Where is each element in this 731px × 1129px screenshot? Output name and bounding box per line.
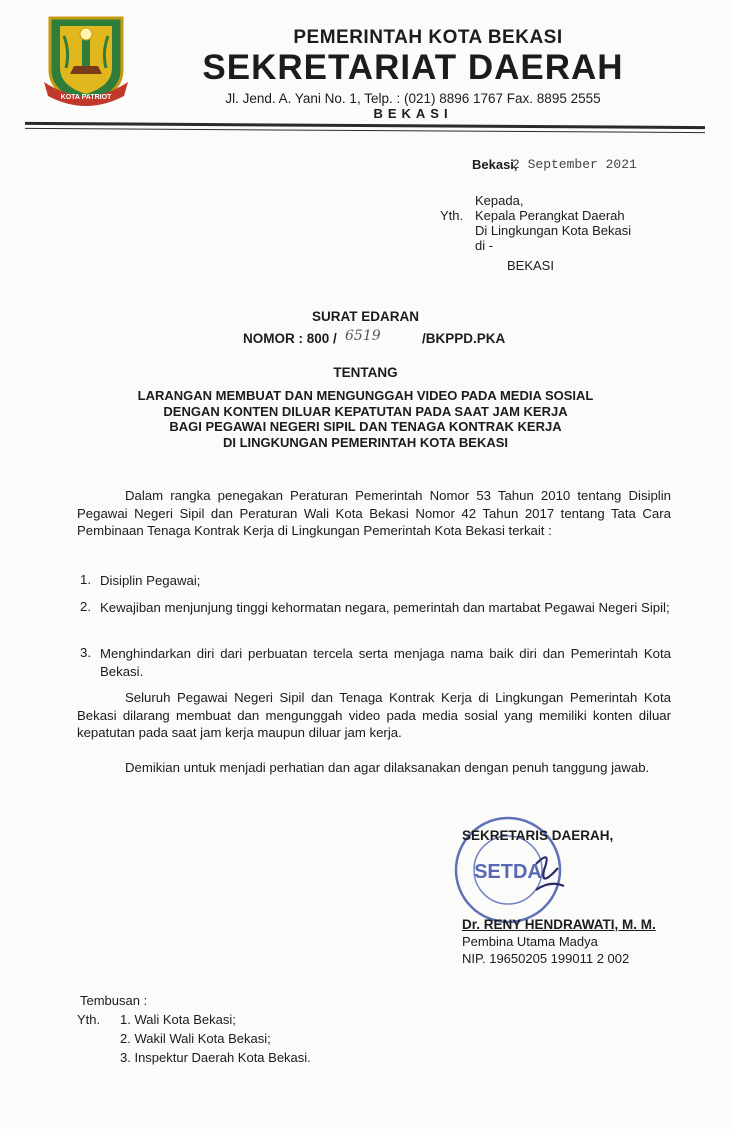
official-stamp [440, 808, 580, 926]
subject-line: DENGAN KONTEN DILUAR KEPATUTAN PADA SAAT JAM KERJA [163, 403, 568, 419]
letterhead-city: BEKASI [373, 106, 453, 121]
signatory-title: SEKRETARIS DAERAH, [462, 828, 614, 843]
recipient-block [475, 193, 631, 253]
letterhead-address: Jl. Jend. A. Yani No. 1, Telp. : (021) 8896 1767 Fax. 8895 2555 [225, 91, 601, 106]
list-item: Kewajiban menjunjung tinggi kehormatan negara, pemerintah dan martabat Pegawai Negeri Sipil; [100, 600, 670, 615]
cc-yth: Yth. [77, 1012, 101, 1027]
recipient-line: Kepada, [475, 193, 524, 208]
recipient-line: Di Lingkungan Kota Bekasi [475, 223, 632, 238]
number-suffix: /BKPPD.PKA [422, 331, 506, 346]
letterhead-government: PEMERINTAH KOTA BEKASI [293, 27, 563, 48]
cc-item: 3. Inspektur Daerah Kota Bekasi. [120, 1050, 311, 1065]
document-type: SURAT EDARAN [312, 309, 419, 324]
cc-item: 2. Wakil Wali Kota Bekasi; [120, 1031, 271, 1046]
list-number: 2. [80, 599, 91, 614]
list-item: Disiplin Pegawai; [100, 573, 201, 588]
list-number: 1. [80, 572, 91, 587]
number-handwritten: 6519 [345, 328, 381, 344]
letterhead-office: SEKRETARIAT DAERAH [202, 48, 624, 87]
svg-text:SETDA: SETDA [474, 861, 542, 883]
subject-line: DI LINGKUNGAN PEMERINTAH KOTA BEKASI [222, 434, 509, 450]
recipient-line: di - [475, 238, 494, 253]
list-number: 3. [80, 645, 91, 660]
recipient-yth: Yth. [440, 208, 464, 223]
signatory-rank: Pembina Utama Madya [462, 934, 598, 949]
signatory-nip: NIP. 19650205 199011 2 002 [462, 951, 630, 966]
list-item: Menghindarkan diri dari perbuatan tercela serta menjaga nama baik diri dan Pemerintah Kota Bekasi. [100, 646, 671, 679]
prohibition-paragraph: Seluruh Pegawai Negeri Sipil dan Tenaga Kontrak Kerja di Lingkungan Pemerintah Kota Bekasi dilarang membuat dan mengunggah video pada media sosial yang memiliki konten diluar kepatutan pada saat jam kerja maupun diluar jam kerja. [77, 690, 671, 740]
date-label: Bekasi, [472, 157, 518, 172]
subject-block [0, 388, 731, 450]
subject-line: BAGI PEGAWAI NEGERI SIPIL DAN TENAGA KONTRAK KERJA [169, 419, 562, 434]
cc-label: Tembusan : [80, 993, 148, 1008]
recipient-line: Kepala Perangkat Daerah [475, 208, 625, 223]
tentang-heading: TENTANG [333, 365, 398, 380]
recipient-city: BEKASI [507, 258, 554, 273]
letterhead-rule-thin [25, 128, 705, 133]
signatory-name: Dr. RENY HENDRAWATI, M. M. [462, 917, 656, 932]
subject-line: LARANGAN MEMBUAT DAN MENGUNGGAH VIDEO PADA MEDIA SOSIAL [137, 388, 594, 403]
closing-paragraph: Demikian untuk menjadi perhatian dan agar dilaksanakan dengan penuh tanggung jawab. [125, 760, 650, 775]
number-prefix: NOMOR : 800 / [243, 331, 337, 346]
date-value: 2 September 2021 [512, 157, 637, 172]
svg-text:KOTA PATRIOT: KOTA PATRIOT [60, 94, 112, 101]
intro-paragraph: Dalam rangka penegakan Peraturan Pemerintah Nomor 53 Tahun 2010 tentang Disiplin Pegawai Negeri Sipil dan Peraturan Wali Kota Bekasi Nomor 42 Tahun 2017 tentang Tata Cara Pembinaan Tenaga Kontrak Kerja di Lingkungan Pemerintah Kota Bekasi terkait : [77, 488, 671, 538]
cc-item: 1. Wali Kota Bekasi; [120, 1012, 236, 1027]
